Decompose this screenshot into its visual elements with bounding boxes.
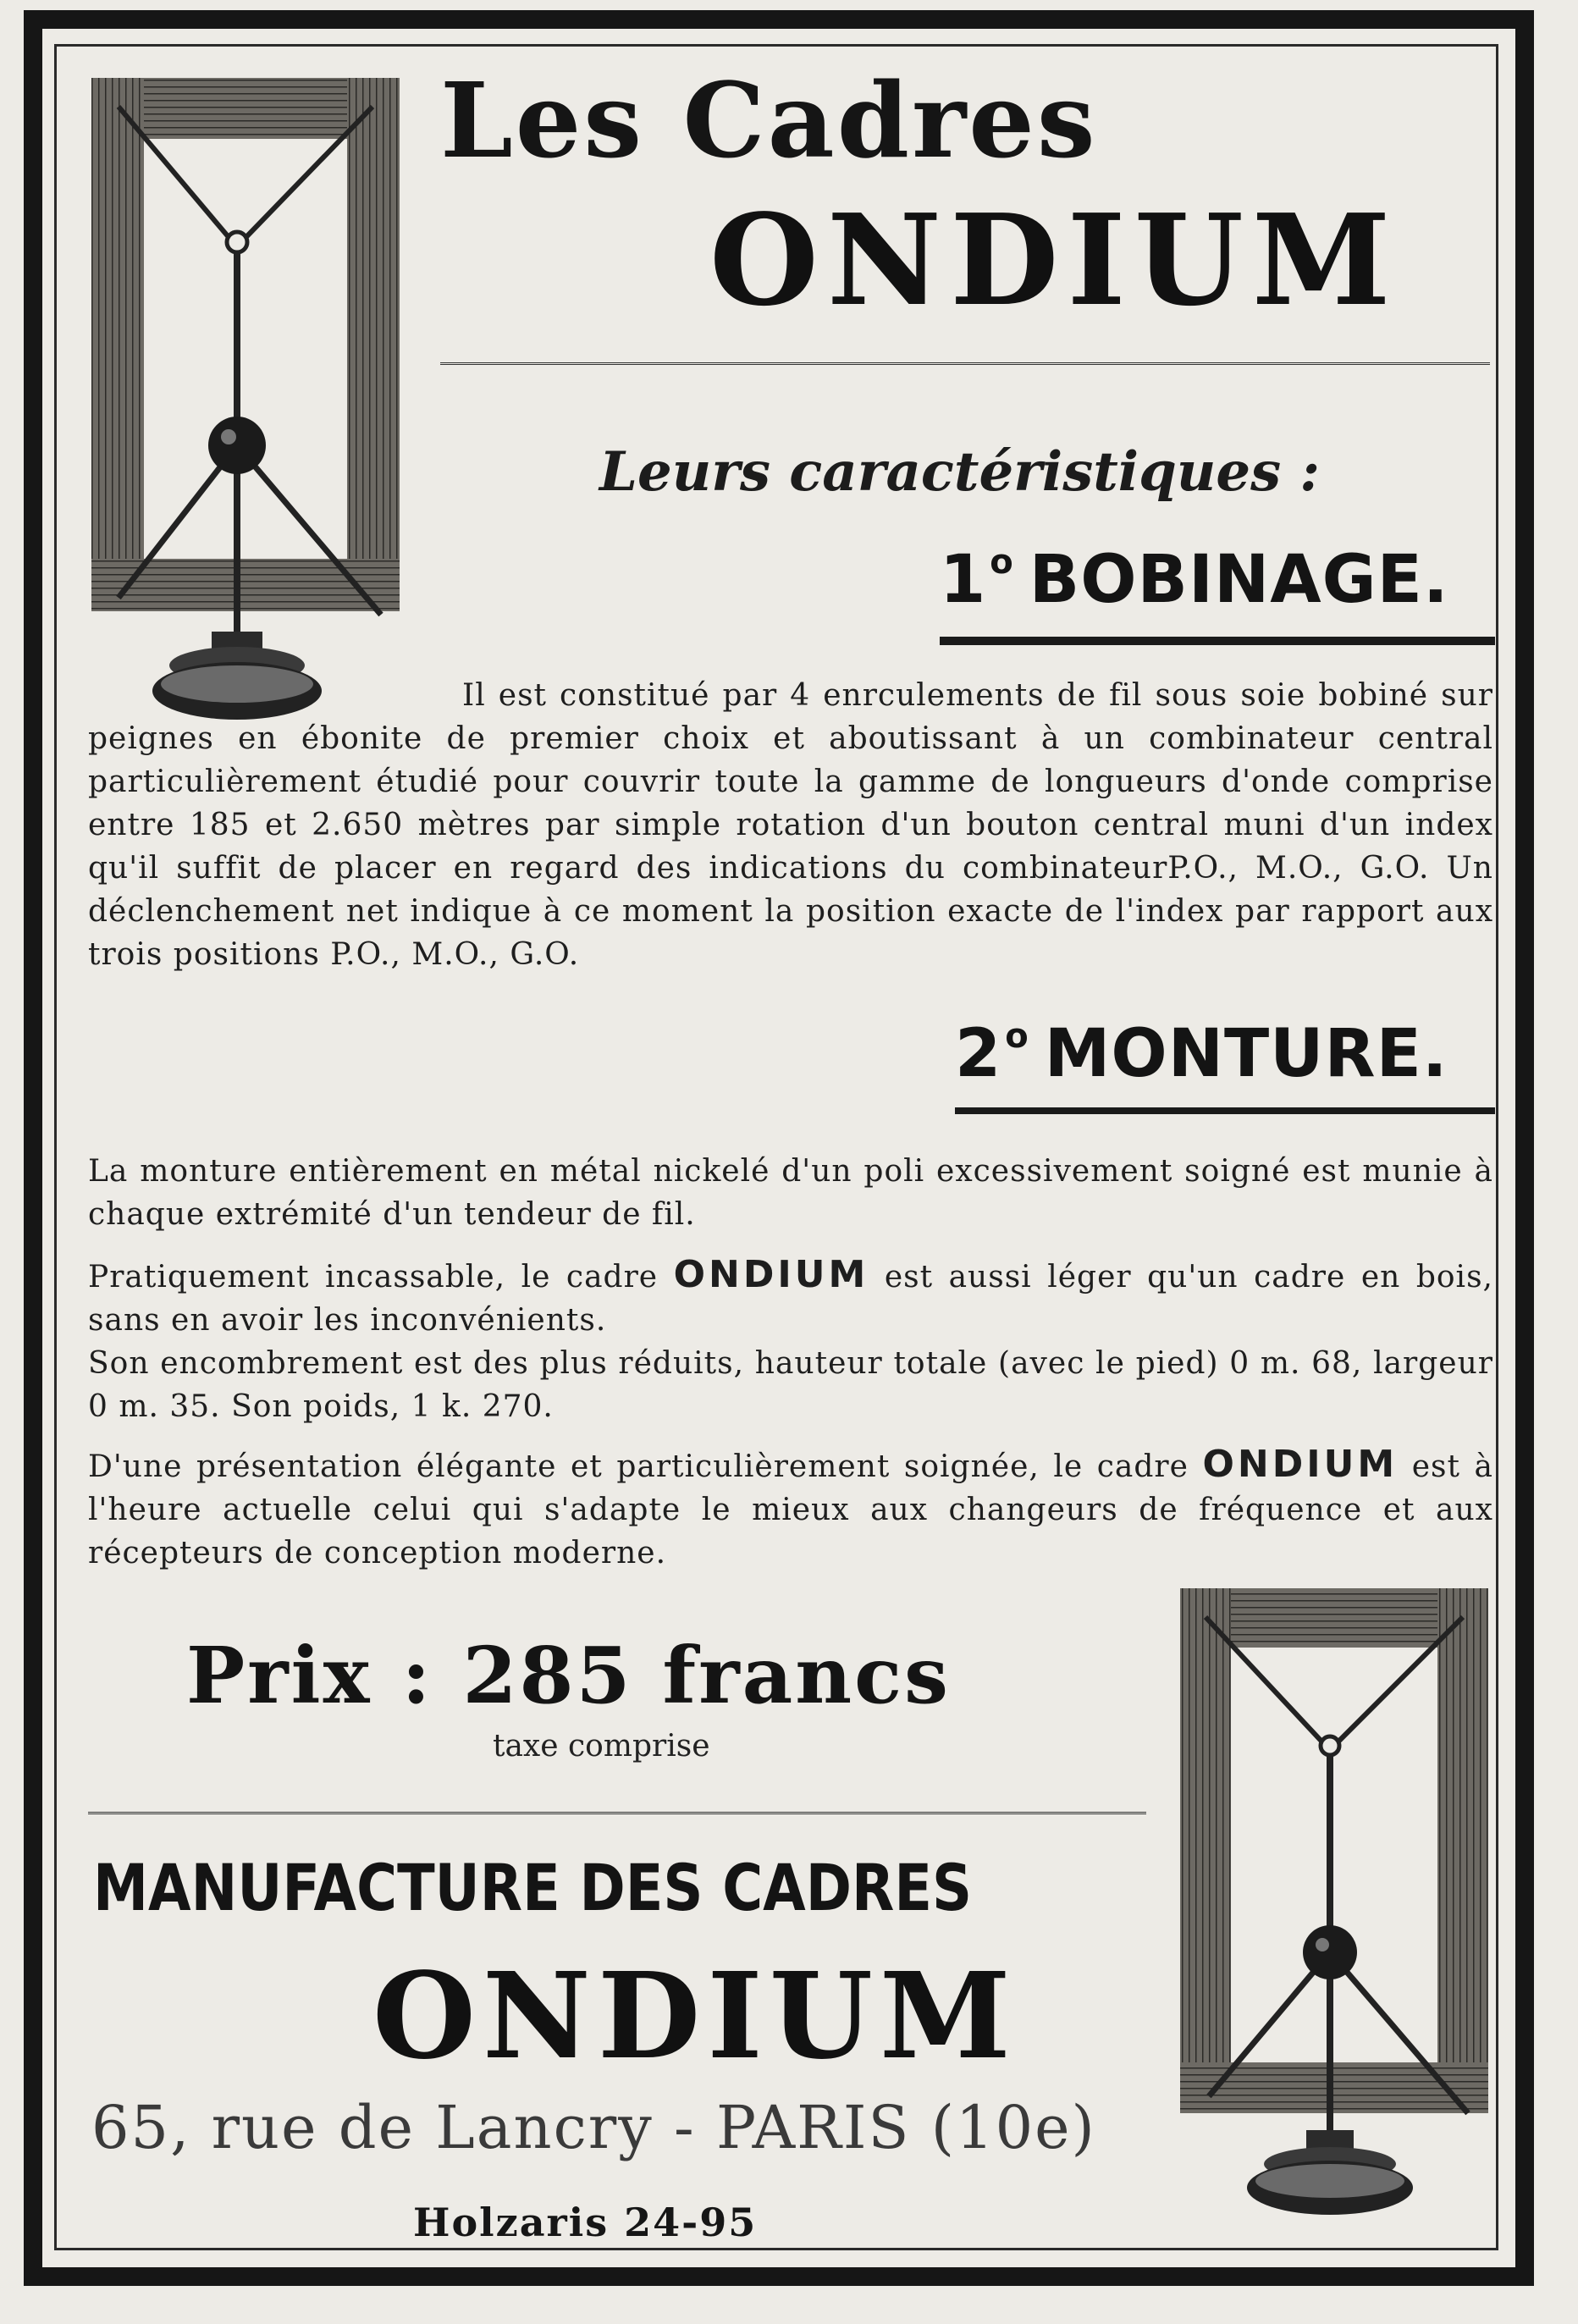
monture-description: La monture entièrement en métal nickelé d'un poli excessivement soigné est munie à chaque extrémité d'un tendeur de fil. xyxy=(88,1154,1493,1232)
frame-antenna-illustration-bottom xyxy=(1175,1580,1497,2223)
section-2-paragraph-3 xyxy=(88,1443,1493,1575)
inline-brand-ondium: ONDIUM xyxy=(673,1253,869,1296)
section-2-underline xyxy=(955,1107,1495,1114)
text-after-brand-2: est à l'heure actuelle celui qui s'adapte le mieux aux changeurs de fréquence et aux récepteurs de conception moderne. xyxy=(88,1449,1493,1570)
text-before-brand-2: D'une présentation élégante et particulièrement soignée, le cadre xyxy=(88,1449,1189,1484)
section-1-body: Il est constitué par 4 enrculements de fil sous soie bobiné sur peignes en ébonite de premier choix et aboutissant à un combinateur central particulièrement étudié pour couvrir toute la gamme de longueurs d'onde comprise entre 185 et 2.650 mètres par simple rotation d'un bouton central muni d'un index qu'il suffit de placer en regard des indications du combinateurP.O., M.O., G.O. Un déclenchement net indique à ce moment la position exacte de l'index par rapport aux trois positions P.O., M.O., G.O. xyxy=(88,678,1493,972)
text-after-brand: est aussi léger qu'un cadre en bois, sans en avoir les inconvénients. xyxy=(88,1260,1493,1338)
tax-note: taxe comprise xyxy=(493,1729,710,1764)
title-line-1: Les Cadres xyxy=(440,59,1098,181)
section-2-paragraph-1 xyxy=(88,1150,1493,1236)
section-2-heading xyxy=(955,1016,1448,1092)
section-2-paragraph-2 xyxy=(88,1253,1493,1428)
inline-brand-ondium-2: ONDIUM xyxy=(1202,1443,1399,1486)
frame-antenna-illustration-top xyxy=(85,73,423,733)
section-1-number: 1 xyxy=(940,542,987,618)
price-line: Prix : 285 francs xyxy=(186,1630,951,1721)
text-before-brand: Pratiquement incassable, le cadre xyxy=(88,1260,659,1294)
section-1-title: BOBINAGE. xyxy=(1029,542,1449,618)
manufacturer-name: MANUFACTURE DES CADRES xyxy=(93,1850,973,1925)
phone-number: Holzaris 24-95 xyxy=(413,2200,758,2245)
header-divider xyxy=(440,362,1490,365)
dimensions-text: Son encombrement est des plus réduits, hauteur totale (avec le pied) 0 m. 68, largeur 0 m. 35. Son poids, 1 k. 270. xyxy=(88,1346,1493,1424)
section-2-number: 2 xyxy=(955,1016,1002,1092)
section-2-title: MONTURE. xyxy=(1044,1016,1448,1092)
section-1-underline xyxy=(940,637,1495,645)
title-brand: ONDIUM xyxy=(709,186,1399,334)
address: 65, rue de Lancry - PARIS (10e) xyxy=(91,2093,1096,2162)
section-1-ordinal: o xyxy=(990,543,1014,582)
footer-brand: ONDIUM xyxy=(372,1947,1018,2086)
section-1-heading xyxy=(940,542,1449,618)
section-2-ordinal: o xyxy=(1005,1017,1029,1056)
characteristics-subheading: Leurs caractéristiques : xyxy=(599,440,1321,504)
section-1-text xyxy=(88,674,1493,976)
footer-divider xyxy=(88,1812,1146,1814)
